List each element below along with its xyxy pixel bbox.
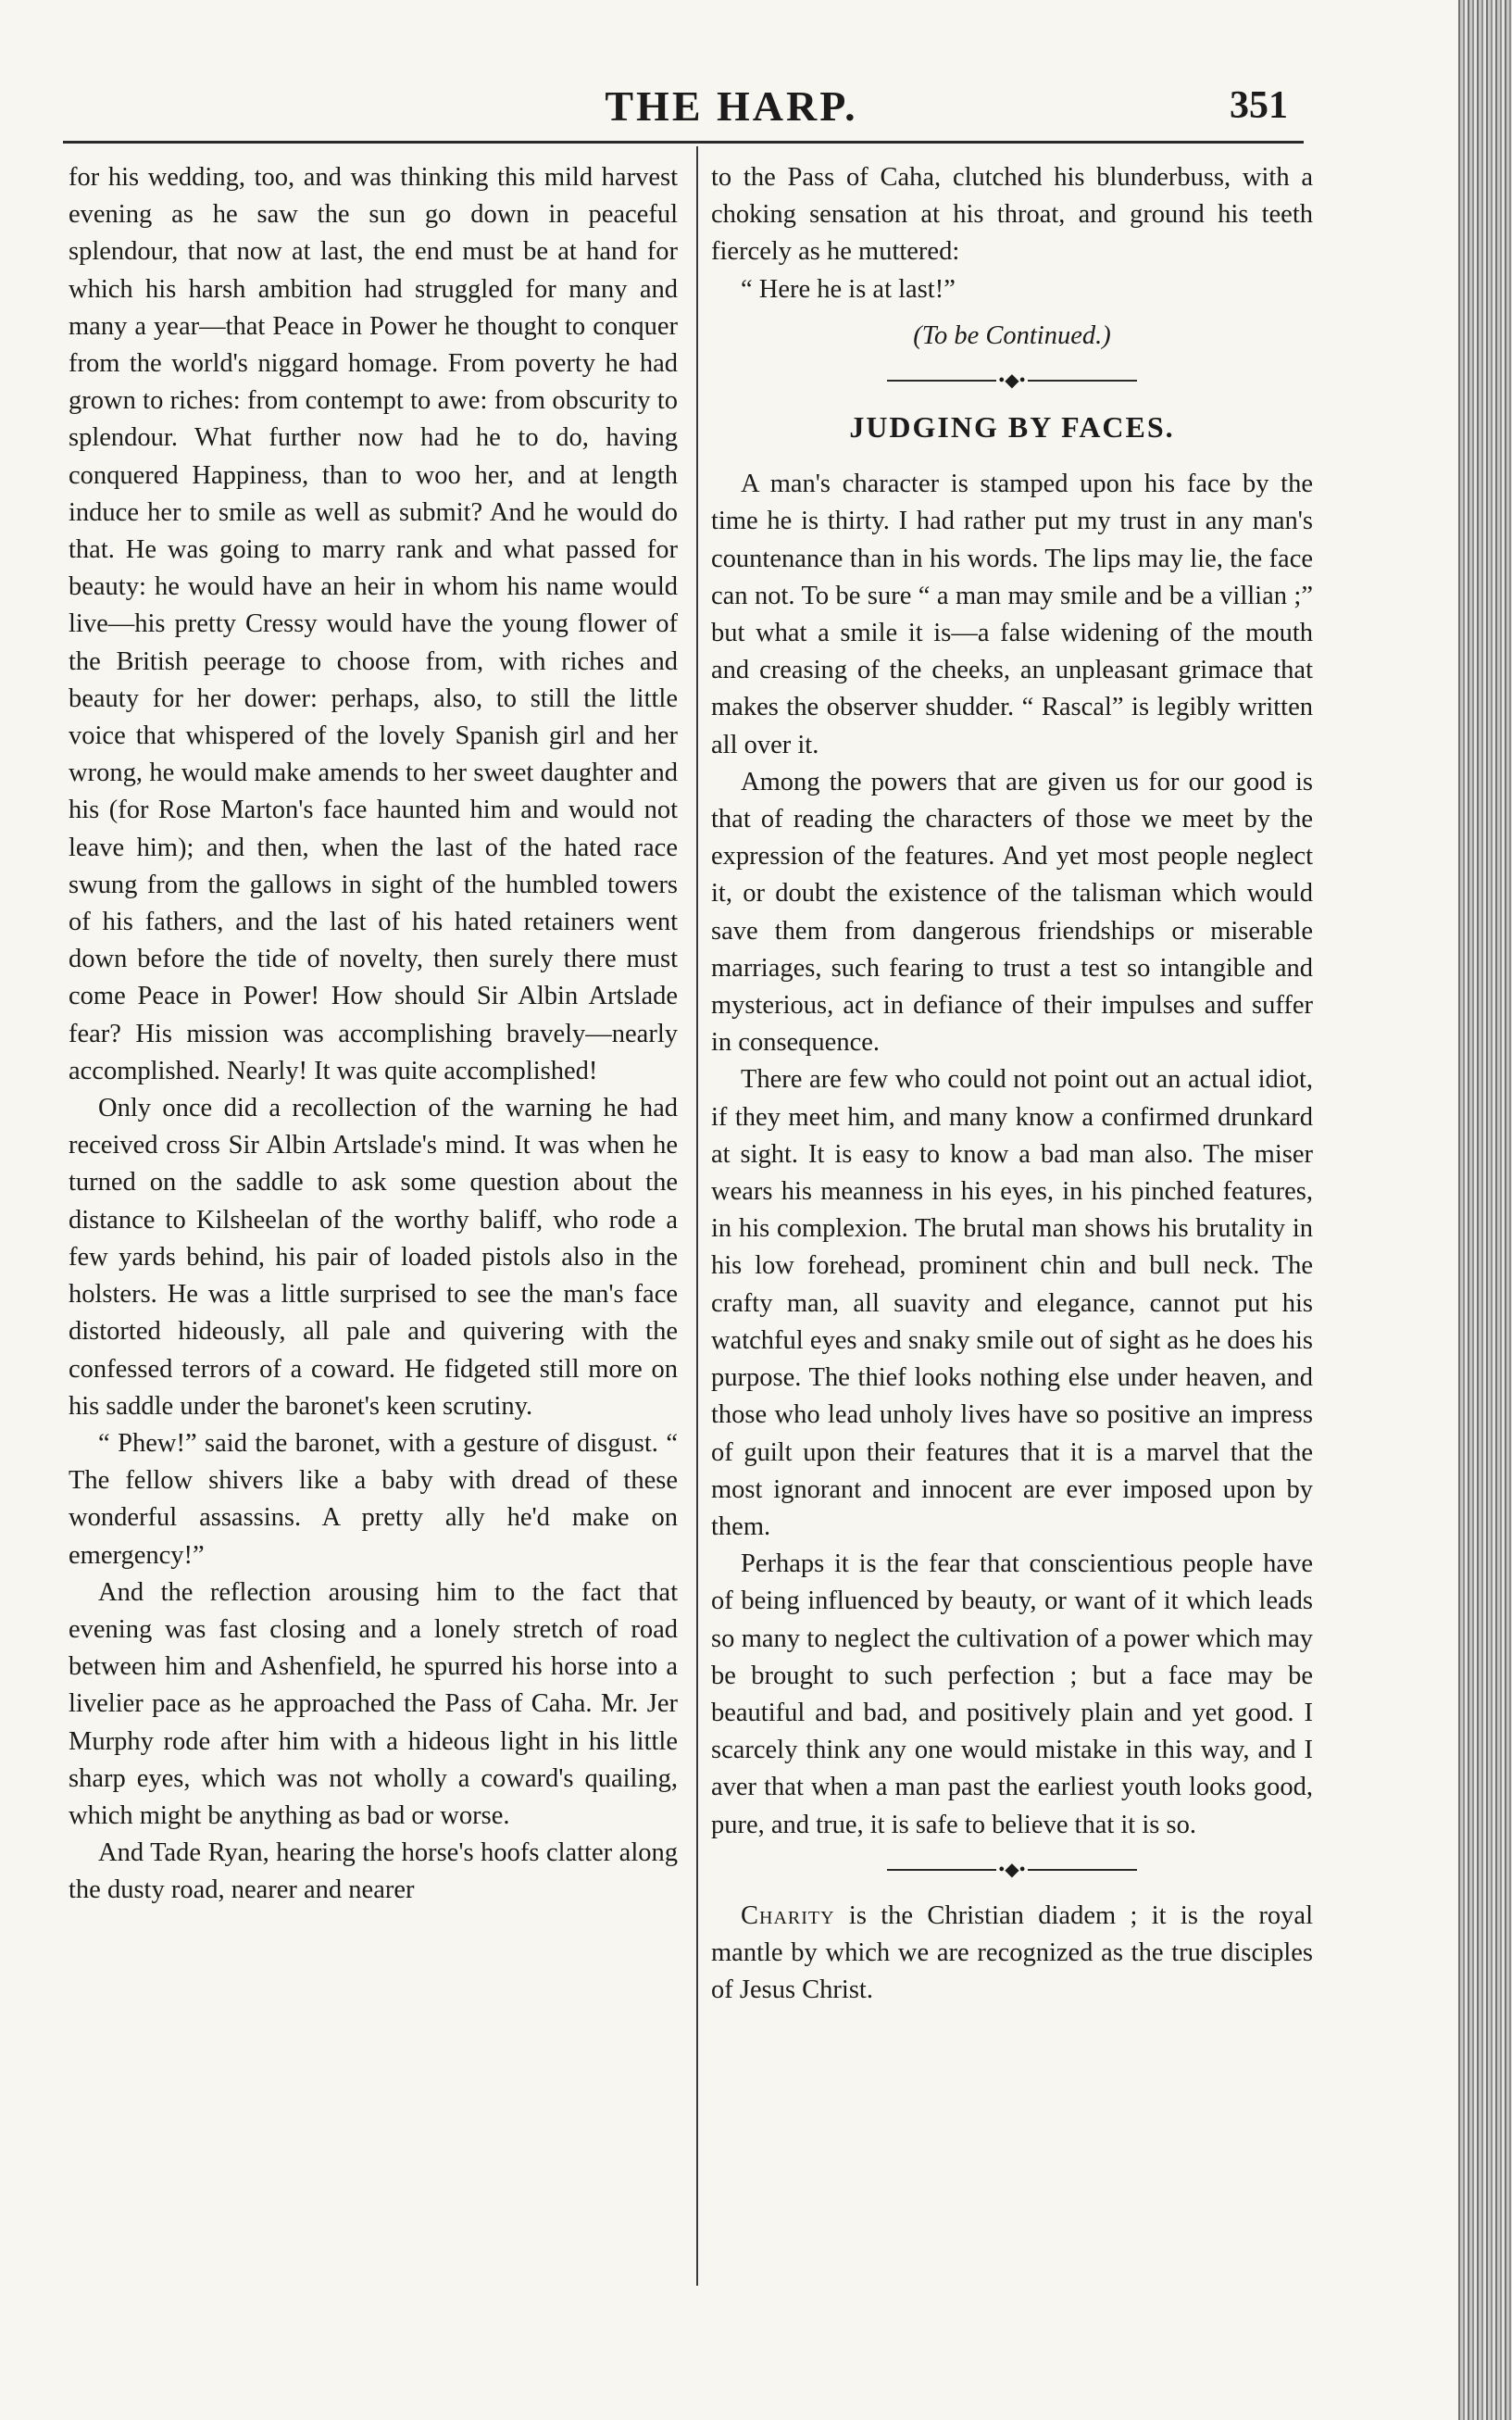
- ornament-divider: [711, 1861, 1313, 1879]
- running-head: THE HARP.: [605, 82, 858, 130]
- ornament-line-left: [887, 1869, 996, 1871]
- to-be-continued-note: (To be Continued.): [913, 320, 1111, 350]
- page-binding-edge: [1458, 0, 1512, 2420]
- story-paragraph: And the reflection arousing him to the fact that evening was fast closing and a lonely stretch of road between him and Ashenfield, he spurred his horse into a livelier pace as he approached the Pass of Caha. Mr. Jer Murphy rode after him with a hideous light in his little sharp eyes, which was not wholly a coward's quailing, which might be anything as bad or worse.: [69, 1577, 678, 1830]
- article-title: JUDGING BY FACES.: [849, 410, 1175, 445]
- ornament-divider: [711, 371, 1313, 390]
- article-paragraph: Among the powers that are given us for our good is that of reading the characters of those we meet by the expression of the features. And yet most people neglect it, or doubt the existence of the talisman which would save them from dangerous friendships or miserable marriages, such fearing to trust a test so intangible and mysterious, act in defiance of their impulses and suffer in consequence.: [711, 767, 1313, 1058]
- charity-text: is the Christian diadem ; it is the royal mantle by which we are recognized as the true disciples of Jesus Christ.: [711, 1900, 1313, 2005]
- ornament-diamond-icon: •◆•: [998, 370, 1026, 392]
- article-paragraph: Perhaps it is the fear that conscientious people have of being influenced by beauty, or want of it which leads so many to neglect the cultivation of a power which may be brought to such perfection ; but a face may be beautiful and bad, and positively plain and yet good. I scarcely think any one would mistake in this way, and I aver that when a man past the earliest youth looks good, pure, and true, it is safe to believe that it is so.: [711, 1549, 1313, 1839]
- ornament-line-right: [1028, 1869, 1137, 1871]
- ornament-diamond-icon: •◆•: [998, 1859, 1026, 1880]
- ornament-line-right: [1028, 380, 1137, 382]
- left-column: [69, 159, 678, 1910]
- story-paragraph: for his wedding, too, and was thinking this mild harvest evening as he saw the sun go down in peaceful splendour, that now at last, the end must be at hand for which his harsh ambition had struggled for many and many a year—that Peace in Power he thought to conquer from the world's niggard homage. From poverty he had grown to riches: from contempt to awe: from obscurity to splendour. What further now had he to do, having conquered Happiness, than to woo her, and at length induce her to smile as well as submit? And he would do that. He was going to marry rank and what passed for beauty: he would have an heir in whom his name would live—his pretty Cressy would have the young flower of the British peerage to choose from, with riches and beauty for her dower: perhaps, also, to still the little voice that whispered of the lovely Spanish girl and her wrong, he would make amends to her sweet daughter and his (for Rose Marton's face haunted him and would not leave him); and then, when the last of the hated race swung from the gallows in sight of the humbled towers of his fathers, and the last of his hated retainers went down before the tide of novelty, then surely there must come Peace in Power! How should Sir Albin Artslade fear? His mission was accomplishing bravely—nearly accomplished. Nearly! It was quite accomplished!: [69, 163, 678, 1085]
- article-paragraph: There are few who could not point out an actual idiot, if they meet him, and many know a confirmed drunkard at sight. It is easy to know a bad man also. The miser wears his meanness in his eyes, in his pinched features, in his complexion. The brutal man shows his brutality in his low forehead, prominent chin and bull neck. The crafty man, all suavity and elegance, cannot put his watchful eyes and snaky smile out of sight as he does his purpose. The thief looks nothing else under heaven, and those who lead unholy lives have so positive an impress of guilt upon their features that it is a marvel that the most ignorant and innocent are ever imposed upon by them.: [711, 1065, 1313, 1541]
- ornament-line-left: [887, 380, 996, 382]
- story-paragraph: And Tade Ryan, hearing the horse's hoofs clatter along the dusty road, nearer and nearer: [69, 1838, 678, 1905]
- charity-paragraph: [711, 1898, 1313, 2010]
- column-divider: [696, 146, 698, 2286]
- page-number: 351: [1230, 84, 1288, 127]
- charity-lead-word: Charity: [741, 1900, 835, 1930]
- story-quote: “ Here he is at last!”: [741, 274, 956, 304]
- right-column: [711, 159, 1313, 2009]
- header-rule: [63, 141, 1304, 144]
- story-paragraph: Only once did a recollection of the warning he had received cross Sir Albin Artslade's mind. It was when he turned on the saddle to ask some question about the distance to Kilsheelan of the worthy baliff, who rode a few yards behind, his pair of loaded pistols also in the holsters. He was a little surprised to see the man's face distorted hideously, all pale and quivering with the confessed terrors of a coward. He fidgeted still more on his saddle under the baronet's keen scrutiny.: [69, 1094, 678, 1421]
- article-paragraph: A man's character is stamped upon his face by the time he is thirty. I had rather put my trust in any man's countenance than in his words. The lips may lie, the face can not. To be sure “ a man may smile and be a villian ;” but what a smile it is—a false widening of the mouth and creasing of the cheeks, an unpleasant grimace that makes the observer shudder. “ Rascal” is legibly written all over it.: [711, 470, 1313, 759]
- story-paragraph: “ Phew!” said the baronet, with a gesture of disgust. “ The fellow shivers like a baby with dread of these wonderful assassins. A pretty ally he'd make on emergency!”: [69, 1428, 678, 1570]
- story-continuation: to the Pass of Caha, clutched his blunderbuss, with a choking sensation at his throat, and ground his teeth fiercely as he muttered:: [711, 163, 1313, 267]
